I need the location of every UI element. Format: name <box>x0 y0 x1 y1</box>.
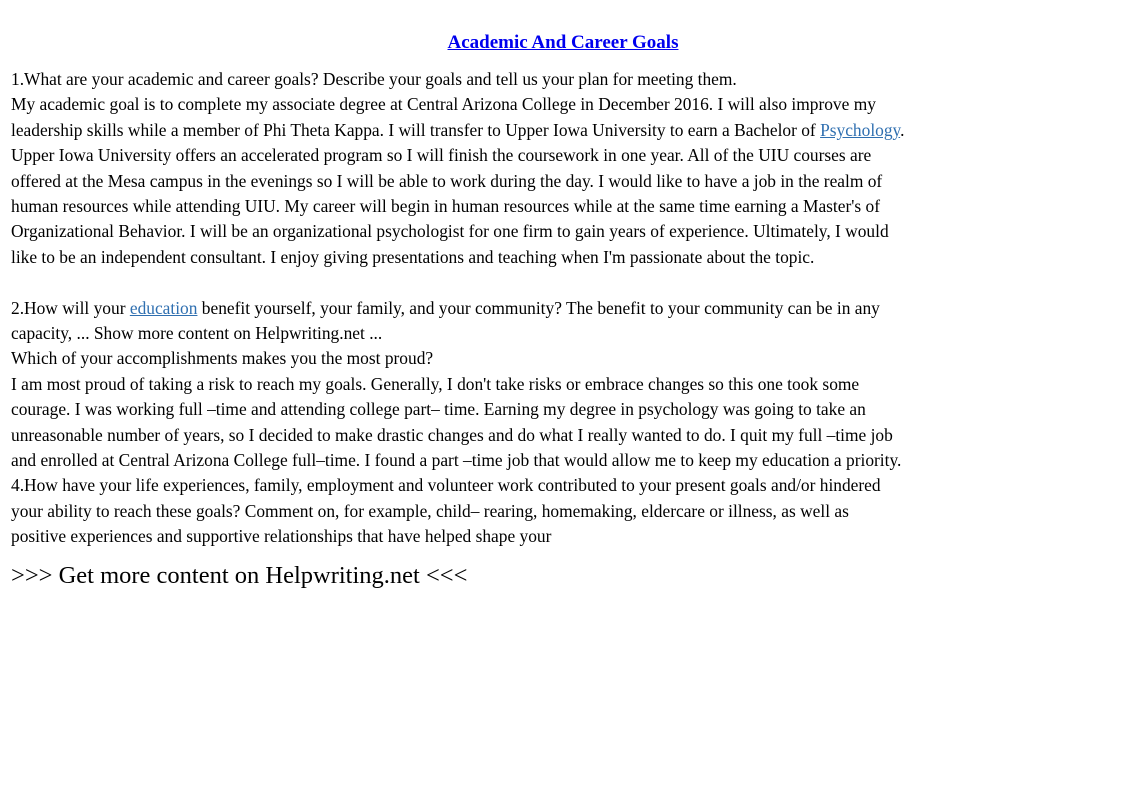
q1-answer-line: Organizational Behavior. I will be an organizational psychologist for one firm to gain years of experience. Ultimately, I would <box>11 221 889 242</box>
document-page <box>11 30 1115 592</box>
q4-question-line: positive experiences and supportive relationships that have helped shape your <box>11 526 552 547</box>
q2-line: capacity, ... Show more content on Helpwriting.net ... <box>11 323 383 344</box>
q1-answer-line: human resources while attending UIU. My career will begin in human resources while at the same time earning a Master's of <box>11 196 881 217</box>
q1-answer-text: leadership skills while a member of Phi Theta Kappa. I will transfer to Upper Iowa University to earn a Bachelor of <box>11 119 821 140</box>
q1-answer-line: offered at the Mesa campus in the evenings so I will be able to work during the day. I would like to have a job in the realm of <box>11 170 883 191</box>
education-link[interactable]: education <box>129 297 198 318</box>
q3-answer-line: I am most proud of taking a risk to reach my goals. Generally, I don't take risks or embrace changes so this one took some <box>11 373 860 394</box>
q1-answer-line: Upper Iowa University offers an accelerated program so I will finish the coursework in one year. All of the UIU courses are <box>11 145 872 166</box>
q1-answer-line: My academic goal is to complete my associate degree at Central Arizona College in December 2016. I will also improve my <box>11 94 876 115</box>
page-title <box>11 30 1115 56</box>
psychology-link[interactable]: Psychology <box>820 119 901 140</box>
get-more-content-link[interactable]: >>> Get more content on Helpwriting.net <<< <box>11 561 468 589</box>
q4-question-line: your ability to reach these goals? Comment on, for example, child– rearing, homemaking, eldercare or illness, as well as <box>11 500 849 521</box>
document-body <box>11 67 1115 550</box>
q2-text: 2.How will your <box>11 297 130 318</box>
q4-question-line: 4.How have your life experiences, family, employment and volunteer work contributed to your present goals and/or hindered <box>11 475 881 496</box>
q1-answer-line <box>11 118 1115 143</box>
q1-answer-line: like to be an independent consultant. I enjoy giving presentations and teaching when I'm passionate about the topic. <box>11 246 815 267</box>
paragraph-gap <box>11 270 1115 295</box>
title-link[interactable]: Academic And Career Goals <box>447 32 679 53</box>
get-more-content-banner <box>11 560 1115 592</box>
q3-answer-line: courage. I was working full –time and attending college part– time. Earning my degree in psychology was going to take an <box>11 399 866 420</box>
q2-question-line <box>11 296 1115 321</box>
q3-answer-line: and enrolled at Central Arizona College full–time. I found a part –time job that would allow me to keep my education a priority. <box>11 450 902 471</box>
q3-answer-line: unreasonable number of years, so I decided to make drastic changes and do what I really wanted to do. I quit my full –time job <box>11 424 893 445</box>
q2-text: benefit yourself, your family, and your community? The benefit to your community can be in any <box>197 297 880 318</box>
q3-question: Which of your accomplishments makes you the most proud? <box>11 348 434 369</box>
q1-answer-text: . <box>900 119 905 140</box>
q1-question: 1.What are your academic and career goals? Describe your goals and tell us your plan for meeting them. <box>11 69 737 89</box>
